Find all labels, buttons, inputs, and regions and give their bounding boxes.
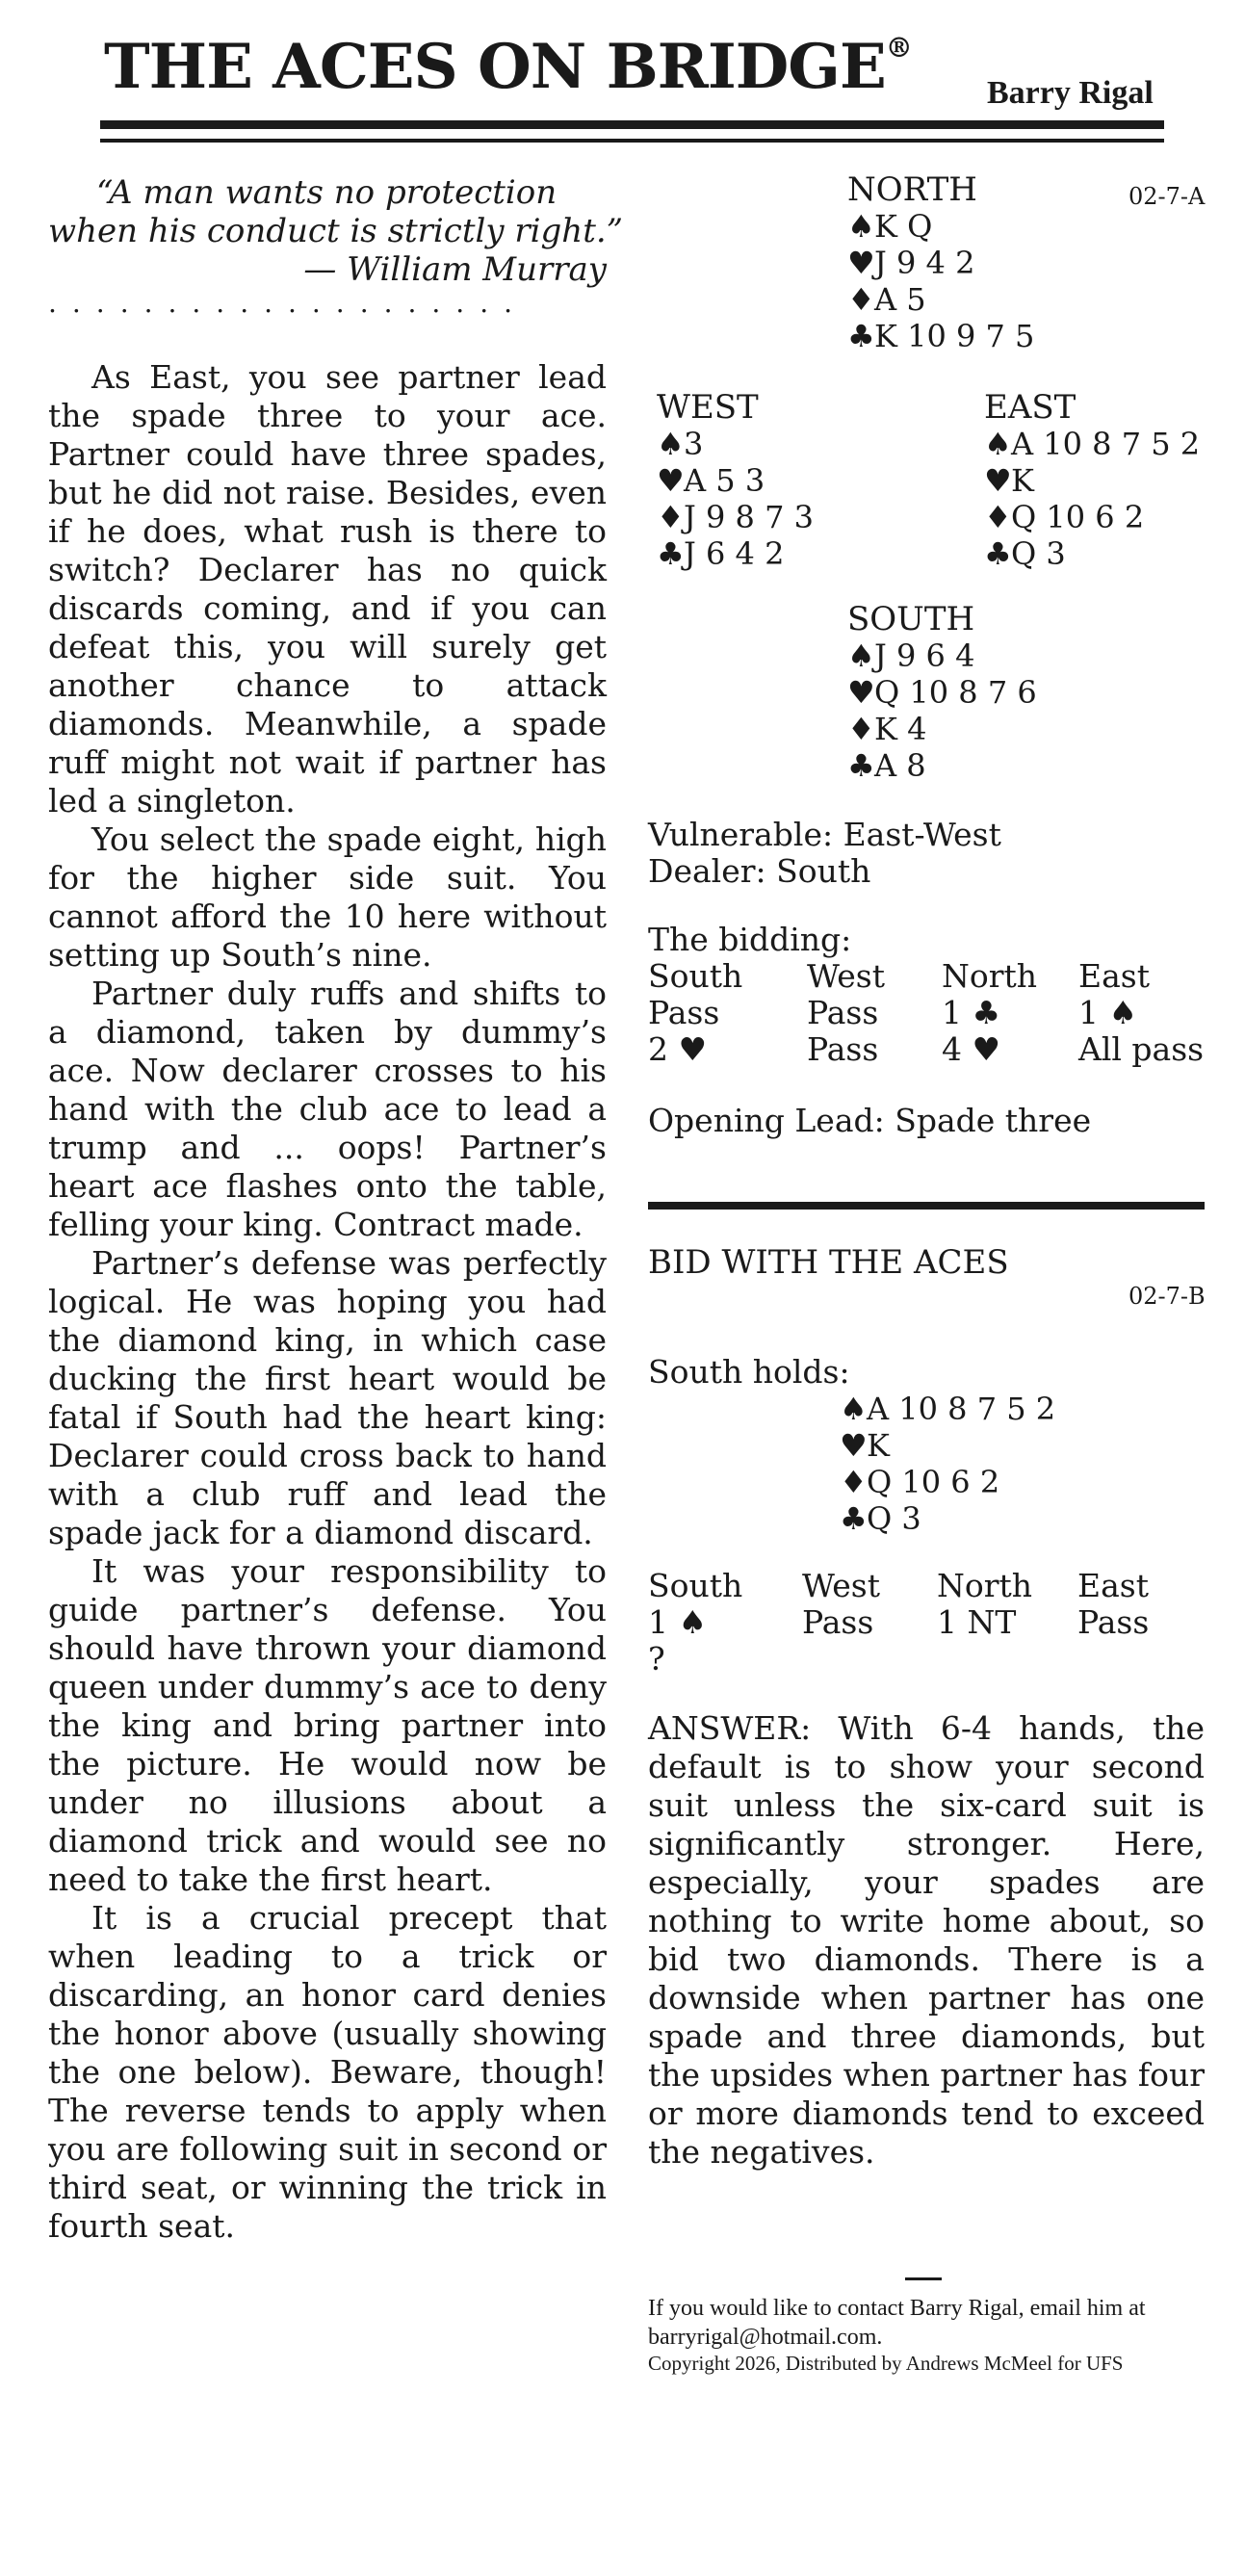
heart-holding: A 5 3 bbox=[684, 462, 765, 499]
hand-label: SOUTH bbox=[847, 600, 975, 638]
heart-holding: J 9 4 2 bbox=[874, 245, 975, 281]
club-icon: ♣ bbox=[847, 747, 875, 784]
vulnerability: Vulnerable: East-West bbox=[648, 816, 1001, 853]
bid: ? bbox=[648, 1640, 665, 1678]
deal-conditions bbox=[648, 817, 1001, 890]
spade-holding: A 10 8 7 5 2 bbox=[867, 1391, 1056, 1427]
spade-icon: ♠ bbox=[984, 426, 1012, 462]
hand-label: EAST bbox=[984, 388, 1076, 427]
heart-icon: ♥ bbox=[847, 245, 875, 281]
club-icon: ♣ bbox=[984, 535, 1012, 572]
heart-icon: ♥ bbox=[840, 1427, 868, 1464]
heart-holding: Q 10 8 7 6 bbox=[874, 674, 1037, 711]
bidding-header: West bbox=[802, 1567, 880, 1604]
author-byline: Barry Rigal bbox=[987, 75, 1154, 111]
diamond-holding: K 4 bbox=[874, 711, 927, 747]
article-paragraph: As East, you see partner lead the spade three to your ace. Partner could have three spades, but he did not raise. Besides, even if he does, what rush is there to switch? Declarer has no quick discards coming, and if you can defeat this, you will surely get another chance to attack diamonds. Meanwhile, a spade ruff might not wait if partner has led a singleton. bbox=[48, 358, 607, 820]
bid bbox=[802, 1641, 937, 1678]
section-rule bbox=[648, 1202, 1205, 1210]
spade-holding: J 9 6 4 bbox=[874, 637, 975, 674]
bid bbox=[1077, 1641, 1149, 1678]
bidding-header: North bbox=[937, 1567, 1033, 1604]
spade-holding: 3 bbox=[684, 426, 704, 462]
bidding-header: East bbox=[1077, 1567, 1149, 1604]
epigraph-quote bbox=[48, 173, 624, 289]
bid: Pass bbox=[802, 1603, 874, 1641]
diamond-icon: ♦ bbox=[657, 499, 685, 535]
article-paragraph: You select the spade eight, high for the higher side suit. You cannot afford the 10 here without setting up South’s nine. bbox=[48, 820, 607, 974]
club-holding: Q 3 bbox=[867, 1500, 921, 1537]
spade-icon: ♠ bbox=[657, 426, 685, 462]
dealer: Dealer: South bbox=[648, 852, 871, 890]
bidding-header: South bbox=[648, 957, 743, 995]
diamond-icon: ♦ bbox=[984, 499, 1012, 535]
club-holding: Q 3 bbox=[1011, 535, 1066, 572]
west-hand bbox=[657, 389, 814, 572]
bwa-code: 02-7-B bbox=[1128, 1283, 1206, 1310]
article-paragraph: It is a crucial precept that when leading to a trick or discarding, an honor card denies the honor above (usually showing the one below). Beware, though! The reverse tends to apply when you are following suit in second or third seat, or winning the trick in fourth seat. bbox=[48, 1899, 607, 2245]
deal-code: 02-7-A bbox=[1128, 183, 1206, 210]
diamond-icon: ♦ bbox=[847, 281, 875, 318]
diamond-icon: ♦ bbox=[847, 711, 875, 747]
spade-icon: ♠ bbox=[840, 1391, 868, 1427]
bid: 1 ♠ bbox=[648, 1603, 708, 1641]
bid: 2 ♥ bbox=[648, 1030, 708, 1068]
diamond-icon: ♦ bbox=[840, 1464, 868, 1500]
bid: Pass bbox=[807, 994, 879, 1031]
bid: 1 ♠ bbox=[1078, 994, 1138, 1031]
bid: 1 NT bbox=[937, 1603, 1017, 1641]
club-icon: ♣ bbox=[657, 535, 685, 572]
article-paragraph: It was your responsibility to guide partner’s defense. You should have thrown your diamond queen under dummy’s ace to deny the king and bring partner into the picture. He would now be under no illusions about a diamond trick and would see no need to take the first heart. bbox=[48, 1552, 607, 1898]
bid: Pass bbox=[648, 994, 720, 1031]
bidding-label: The bidding: bbox=[648, 921, 852, 958]
north-hand bbox=[847, 171, 1034, 354]
diamond-holding: A 5 bbox=[874, 281, 926, 318]
bid: 4 ♥ bbox=[942, 1030, 1001, 1068]
footer-rule bbox=[905, 2277, 942, 2280]
column-title: THE ACES ON BRIDGE® bbox=[104, 31, 912, 103]
club-holding: J 6 4 2 bbox=[684, 535, 785, 572]
hand-label: WEST bbox=[657, 388, 759, 427]
bidding-header: North bbox=[942, 957, 1038, 995]
club-holding: A 8 bbox=[874, 747, 926, 784]
heart-holding: K bbox=[867, 1427, 890, 1464]
bwa-hand bbox=[840, 1391, 1055, 1537]
bidding-header-row bbox=[648, 958, 1204, 995]
south-hand bbox=[847, 601, 1037, 784]
article-paragraph: Partner duly ruffs and shifts to a diamond, taken by dummy’s ace. Now declarer crosses to his hand with the club ace to lead a trump and ... oops! Partner’s heart ace flashes onto the table, felling your king. Contract made. bbox=[48, 975, 607, 1243]
quote-line-2: when his conduct is strictly right.” bbox=[48, 212, 624, 250]
copyright-note: Copyright 2026, Distributed by Andrews McMeel for UFS bbox=[648, 2352, 1124, 2375]
bwa-answer: ANSWER: With 6-4 hands, the default is to show your second suit unless the six-card suit is significantly stronger. Here, especially, your spades are nothing to write home about, so bid two diamonds. There is a downside when partner has one spade and three diamonds, but the upsides when partner has four or more diamonds tend to exceed the negatives. bbox=[648, 1709, 1205, 2171]
spade-holding: A 10 8 7 5 2 bbox=[1011, 426, 1201, 462]
bid bbox=[937, 1641, 1077, 1678]
hand-label: NORTH bbox=[847, 170, 977, 209]
article-body bbox=[48, 358, 607, 2246]
east-hand bbox=[984, 389, 1200, 572]
heart-icon: ♥ bbox=[847, 674, 875, 711]
spade-icon: ♠ bbox=[847, 637, 875, 674]
heart-icon: ♥ bbox=[984, 462, 1012, 499]
opening-lead: Opening Lead: Spade three bbox=[648, 1102, 1092, 1139]
bidding-row bbox=[648, 1031, 1204, 1068]
heart-holding: K bbox=[1011, 462, 1034, 499]
bid: Pass bbox=[807, 1030, 879, 1068]
bwa-bidding-table bbox=[648, 1568, 1149, 1678]
bid-with-aces-title: BID WITH THE ACES bbox=[648, 1243, 1009, 1282]
header-rule-thin bbox=[100, 139, 1164, 143]
bidding-header: West bbox=[807, 957, 885, 995]
bid: Pass bbox=[1077, 1603, 1150, 1641]
diamond-holding: Q 10 6 2 bbox=[867, 1464, 1000, 1500]
header-rule-thick bbox=[100, 120, 1164, 129]
quote-attribution: — William Murray bbox=[303, 250, 607, 289]
bidding-row bbox=[648, 1641, 1149, 1678]
bidding-header-row bbox=[648, 1568, 1149, 1604]
bidding-header: South bbox=[648, 1567, 743, 1604]
registered-mark: ® bbox=[885, 32, 912, 64]
spade-holding: K Q bbox=[874, 208, 933, 245]
contact-note: If you would like to contact Barry Rigal, email him at barryrigal@hotmail.com. bbox=[648, 2296, 1146, 2350]
club-icon: ♣ bbox=[847, 318, 875, 354]
quote-line-1: “A man wants no protection bbox=[96, 173, 558, 212]
spade-icon: ♠ bbox=[847, 208, 875, 245]
bidding-row bbox=[648, 1604, 1149, 1641]
bidding-row bbox=[648, 995, 1204, 1031]
club-icon: ♣ bbox=[840, 1500, 868, 1537]
bidding-table bbox=[648, 958, 1204, 1068]
bid: 1 ♣ bbox=[942, 994, 1001, 1031]
article-paragraph: Partner’s defense was perfectly logical. He was hoping you had the diamond king, in which case ducking the first heart would be fatal if South had the heart king: Declarer could cross back to hand with a club ruff and lead the spade jack for a diamond discard. bbox=[48, 1244, 607, 1551]
dotted-divider: .................... bbox=[48, 289, 529, 318]
diamond-holding: J 9 8 7 3 bbox=[684, 499, 814, 535]
diamond-holding: Q 10 6 2 bbox=[1011, 499, 1145, 535]
south-holds-label: South holds: bbox=[648, 1353, 850, 1391]
club-holding: K 10 9 7 5 bbox=[874, 318, 1035, 354]
bid: All pass bbox=[1078, 1030, 1205, 1068]
bidding-header: East bbox=[1078, 957, 1150, 995]
heart-icon: ♥ bbox=[657, 462, 685, 499]
